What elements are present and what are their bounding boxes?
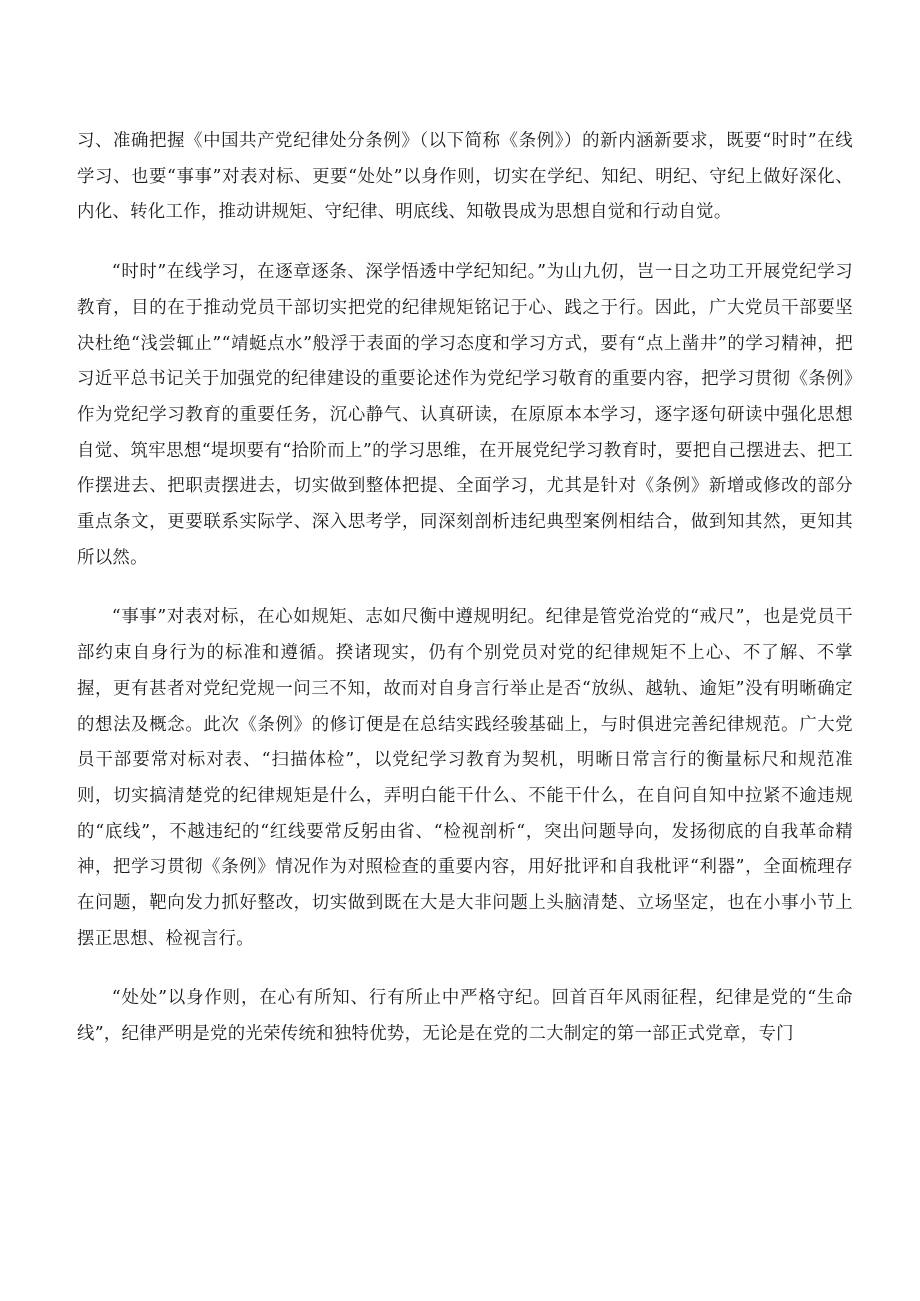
paragraph-lead-by-example: “处处”以身作则，在心有所知、行有所止中严格守纪。回首百年风雨征程，纪律是党的“生命线”，纪律严明是党的光荣传统和独特优势，无论是在党的二大制定的第一部正式党章，专门 [77,988,853,1045]
document-body [77,124,853,1053]
paragraph-intro-continued: 习、准确把握《中国共产党纪律处分条例》（以下简称《条例》）的新内涵新要求，既要“时时”在线学习、也要“事事”对表对标、更要“处处”以身作则，切实在学纪、知纪、明纪、守纪上做好深化、内化、转化工作，推动讲规矩、守纪律、明底线、知敬畏成为思想自觉和行动自觉。 [77,131,853,223]
paragraph-benchmark: “事事”对表对标，在心如规矩、志如尺衡中遵规明纪。纪律是管党治党的“戒尺”，也是党员干部约束自身行为的标准和遵循。揆诸现实，仍有个别党员对党的纪律规矩不上心、不了解、不掌握，更有甚者对党纪党规一问三不知，故而对自身言行举止是否“放纵、越轨、逾矩”没有明晰确定的想法及概念。此次《条例》的修订便是在总结实践经骏基础上，与时俱进完善纪律规范。广大党员干部要常对标对表、“扫描体检”，以党纪学习教育为契机，明晰日常言行的衡量标尺和规范准则，切实搞清楚党的纪律规矩是什么，弄明白能干什么、不能干什么，在自问自知中拉紧不逾违规的“底线”，不越违纪的“红线要常反躬由省、“检视剖析“，突出问题导向，发扬彻底的自我革命精神，把学习贯彻《条例》情况作为对照检查的重要内容，用好批评和自我枇评“利器”，全面梳理存在问题，靶向发力抓好整改，切实做到既在大是大非问题上头脑清楚、立场坚定，也在小事小节上摆正思想、检视言行。 [77,607,853,949]
paragraph-study-online: “时时”在线学习，在逐章逐条、深学悟透中学纪知纪。”为山九仞，岂一日之功工开展党纪学习教育，目的在于推动党员干部切实把党的纪律规矩铭记于心、践之于行。因此，广大党员干部要坚决杜绝“浅尝辄止”“靖蜓点水”般浮于表面的学习态度和学习方式，要有“点上凿井”的学习精神，把习近平总书记关于加强党的纪律建设的重要论述作为党纪学习敬育的重要内容，把学习贯彻《条例》作为党纪学习教育的重要任务，沉心静气、认真研读，在原原本本学习，逐字逐句研读中强化思想自觉、筑牢思想“堤坝要有“拾阶而上”的学习思维，在开展党纪学习教育时，要把自己摆进去、把工作摆进去、把职责摆进去，切实做到整体把提、全面学习，尤其是针对《条例》新增或修改的部分重点条文，更要联系实际学、深入思考学，同深刻剖析违纪典型案例相结合，做到知其然，更知其所以然。 [77,262,853,568]
